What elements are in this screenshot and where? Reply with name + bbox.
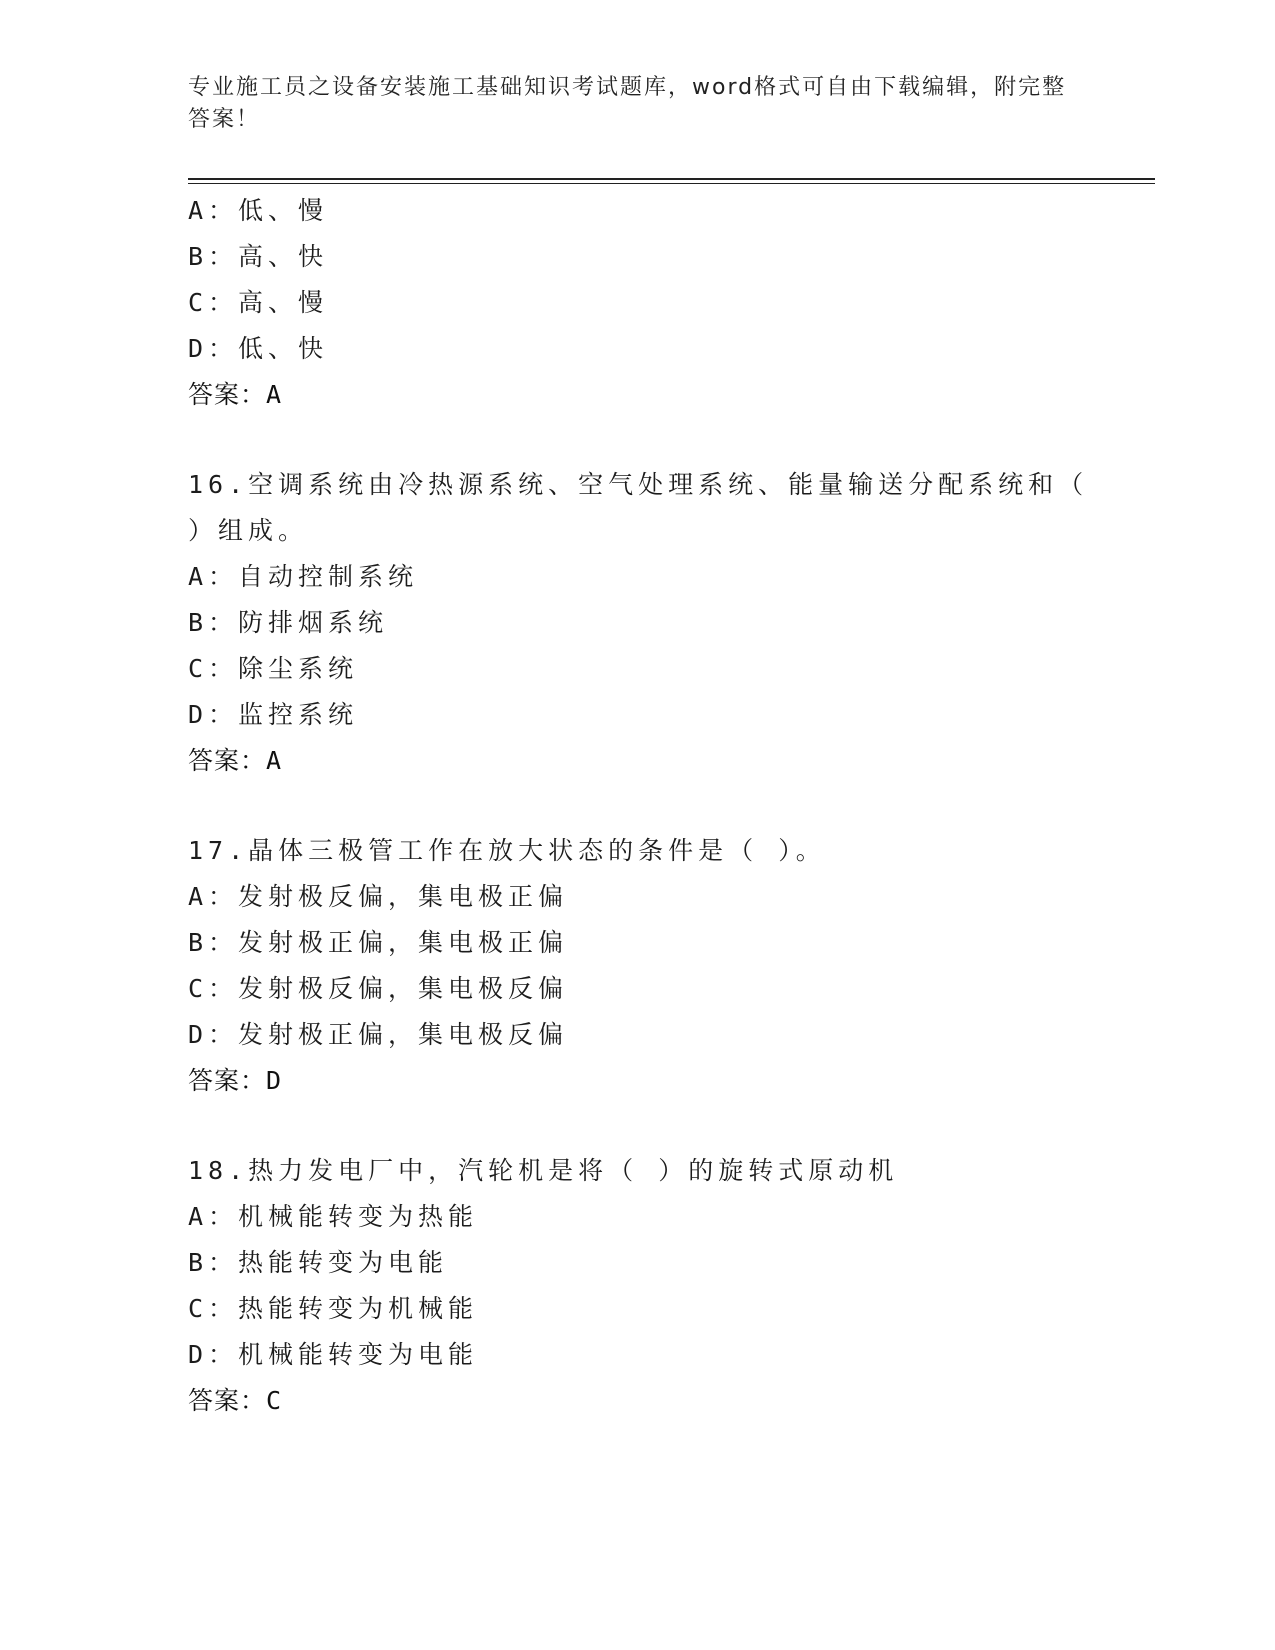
option-d: D：机械能转变为电能 — [188, 1340, 479, 1369]
answer-value: A — [266, 746, 282, 775]
option-b: B：热能转变为电能 — [188, 1248, 449, 1277]
option-a: A：发射极反偏，集电极正偏 — [188, 882, 569, 911]
question-stem-line: 18.热力发电厂中，汽轮机是将（ ）的旋转式原动机 — [188, 1156, 899, 1185]
option-d: D：监控系统 — [188, 700, 359, 729]
question-17 — [188, 828, 1088, 1104]
answer-label: 答案： — [188, 746, 267, 775]
answer-line — [188, 372, 1088, 418]
option-a: A：机械能转变为热能 — [188, 1202, 479, 1231]
answer-label: 答案： — [188, 1386, 267, 1415]
option-c: C：除尘系统 — [188, 654, 359, 683]
option-a: A：自动控制系统 — [188, 562, 419, 591]
option-b: B：高、快 — [188, 242, 329, 271]
option-c: C：高、慢 — [188, 288, 329, 317]
option-b: B：防排烟系统 — [188, 608, 389, 637]
answer-value: A — [266, 380, 282, 409]
option-d: D：发射极正偏，集电极反偏 — [188, 1020, 569, 1049]
header-rule-thick — [188, 178, 1155, 180]
answer-label: 答案： — [188, 1066, 267, 1095]
answer-line — [188, 1058, 1088, 1104]
answer-value: D — [266, 1066, 282, 1095]
question-stem-line: 16.空调系统由冷热源系统、空气处理系统、能量输送分配系统和（ — [188, 470, 1089, 499]
header-rule-thin — [188, 183, 1155, 184]
answer-label: 答案： — [188, 380, 267, 409]
answer-line — [188, 1378, 1088, 1424]
option-c: C：热能转变为机械能 — [188, 1294, 479, 1323]
option-c: C：发射极反偏，集电极反偏 — [188, 974, 569, 1003]
question-18 — [188, 1148, 1088, 1424]
question-stem-line: ）组成。 — [188, 516, 309, 545]
option-d: D：低、快 — [188, 334, 329, 363]
answer-value: C — [266, 1386, 282, 1415]
question-15-continued — [188, 188, 1088, 418]
question-stem-line: 17.晶体三极管工作在放大状态的条件是（ ）。 — [188, 836, 826, 865]
question-content — [188, 188, 1088, 1424]
question-16 — [188, 462, 1088, 784]
option-a: A：低、慢 — [188, 196, 329, 225]
answer-line — [188, 738, 1088, 784]
document-header: 专业施工员之设备安装施工基础知识考试题库，word格式可自由下载编辑，附完整答案！ — [188, 75, 1067, 132]
option-b: B：发射极正偏，集电极正偏 — [188, 928, 569, 957]
